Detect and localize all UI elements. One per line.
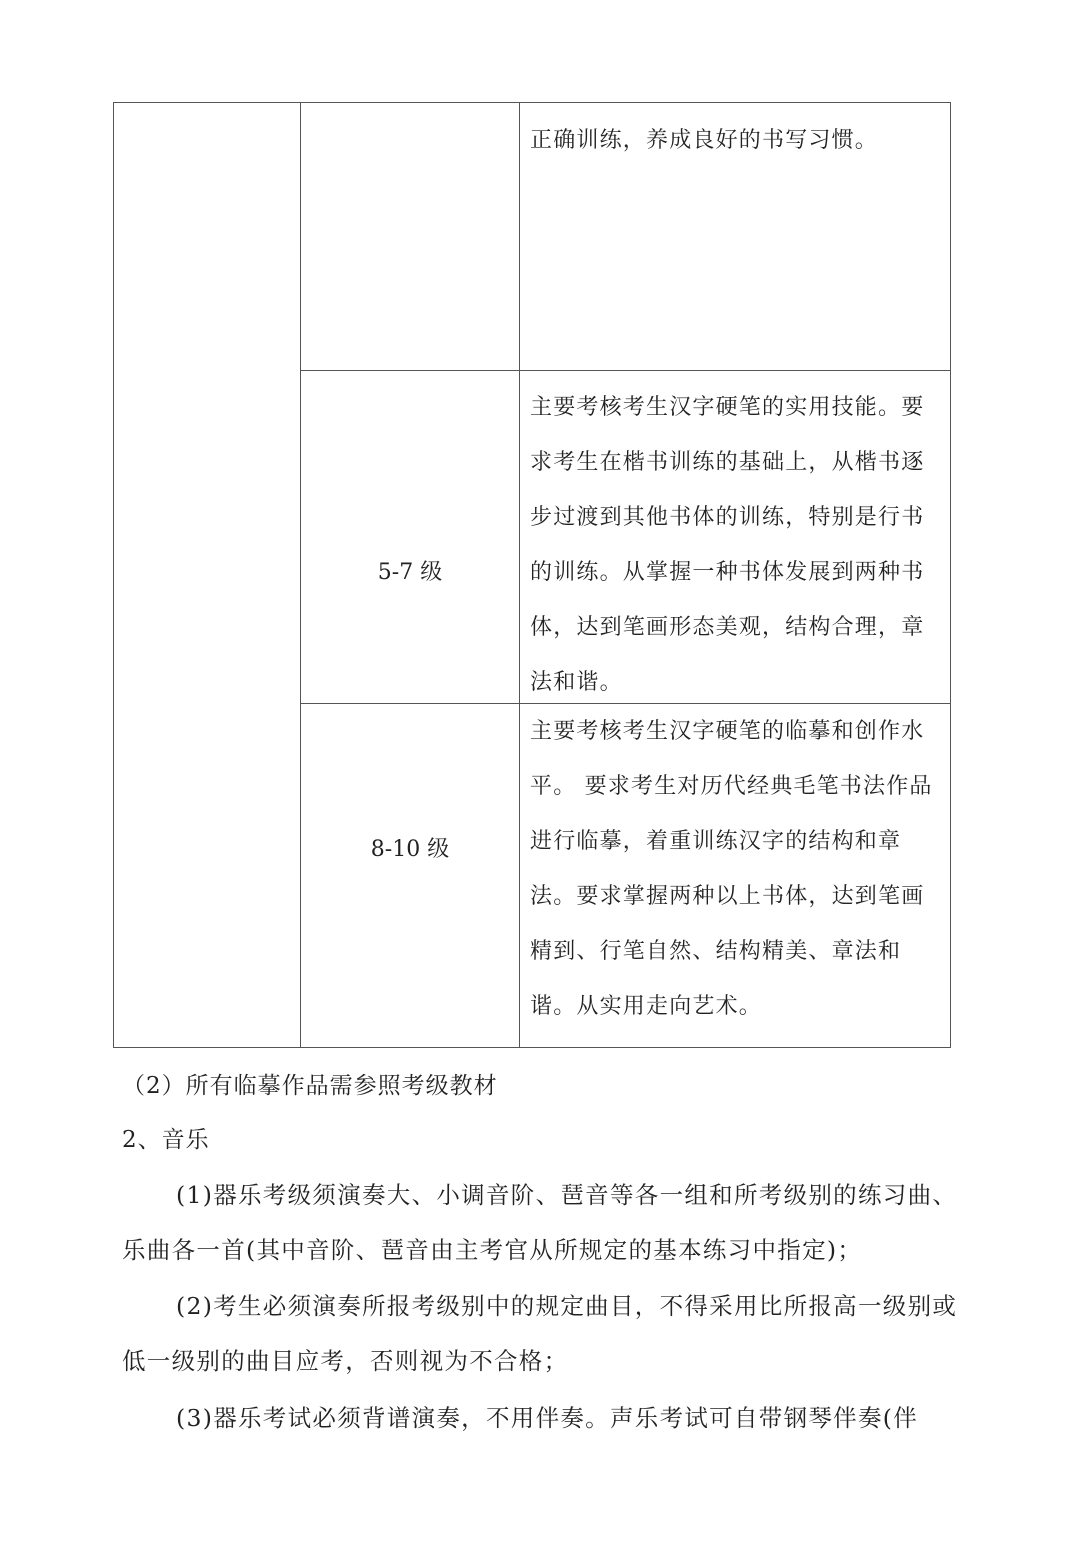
table-cell-description: 主要考核考生汉字硬笔的临摹和创作水平。 要求考生对历代经典毛笔书法作品进行临摹，着重训练汉字的结构和章法。要求掌握两种以上书体，达到笔画精到、行笔自然、结构精美、章法和谐。从实用走向艺术。 [530, 719, 933, 1019]
grade-requirements-table [113, 102, 951, 1048]
section-heading: 2、音乐 [122, 1127, 210, 1153]
table-column-divider [519, 103, 520, 1047]
paragraph: (1)器乐考级须演奏大、小调音阶、琶音等各一组和所考级别的练习曲、乐曲各一首(其中音阶、琶音由主考官从所规定的基本练习中指定)； [122, 1181, 958, 1264]
table-footnote: （2）所有临摹作品需参照考级教材 [122, 1073, 498, 1099]
table-cell-description: 正确训练，养成良好的书写习惯。 [530, 128, 879, 153]
table-row-divider [300, 370, 950, 371]
table-cell-description: 主要考核考生汉字硬笔的实用技能。要求考生在楷书训练的基础上，从楷书逐步过渡到其他书体的训练，特别是行书的训练。从掌握一种书体发展到两种书体，达到笔画形态美观，结构合理，章法和谐。 [530, 395, 925, 695]
paragraph: (3)器乐考试必须背谱演奏，不用伴奏。声乐考试可自带钢琴伴奏(伴 [176, 1404, 919, 1432]
paragraph: (2)考生必须演奏所报考级别中的规定曲目，不得采用比所报高一级别或低一级别的曲目应考，否则视为不合格； [122, 1292, 958, 1375]
table-cell-level: 5-7 级 [377, 560, 443, 585]
table-cell-level: 8-10 级 [370, 837, 450, 862]
